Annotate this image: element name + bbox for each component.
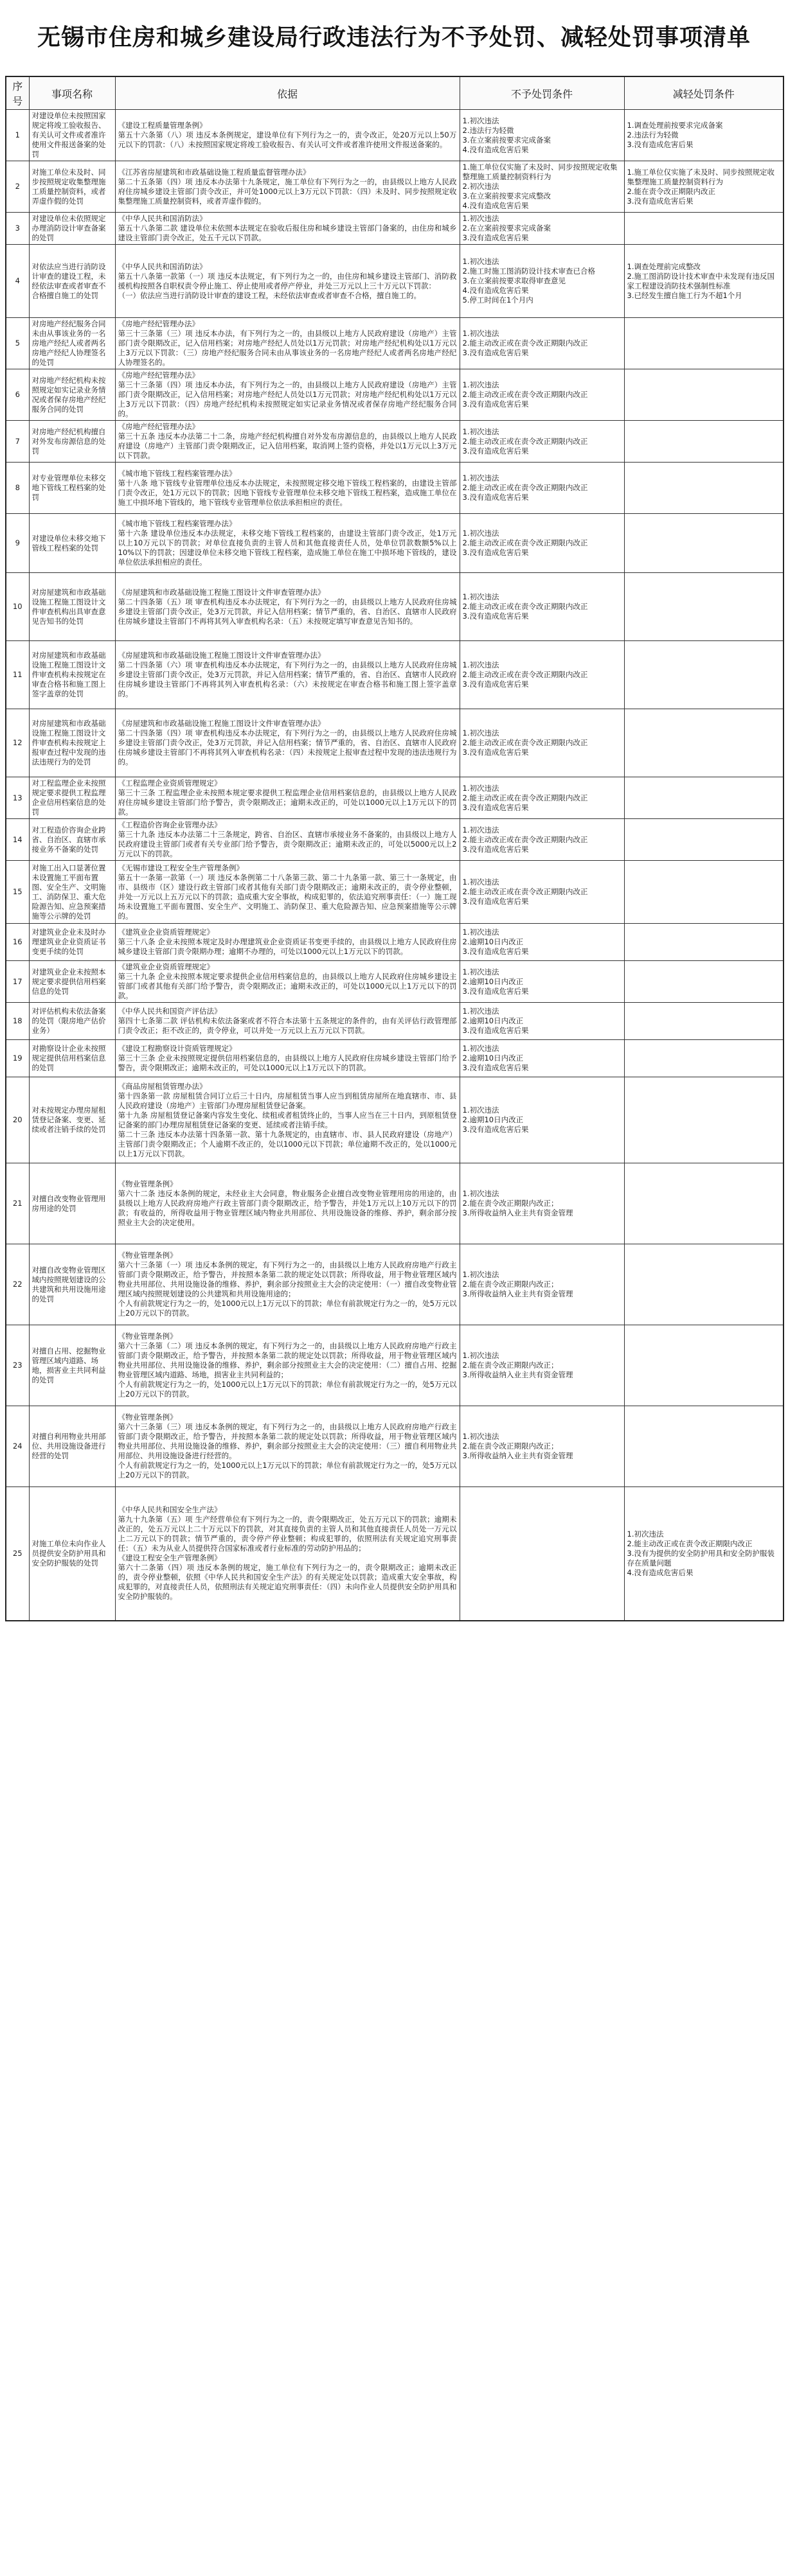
- light-penalty-conditions: [624, 1003, 784, 1040]
- column-header-no-penalty: 不予处罚条件: [460, 76, 624, 110]
- no-penalty-conditions: [460, 1487, 624, 1621]
- table-row: [6, 777, 784, 819]
- legal-basis-paragraph: 第五十六条第（八）项 违反本条例规定，建设单位有下列行为之一的，责令改正，处20万元以上50万元以下的罚款：（八）未按照国家规定将竣工验收报告、有关认可文件或者准许使用文件报送备案的。: [118, 130, 457, 149]
- legal-basis-paragraph: 第二十四条第（六）项 审查机构违反本办法规定，有下列行为之一的，由县级以上地方人民政府住房城乡建设主管部门责令改正，处3万元罚款，并记入信用档案；情节严重的，省、自治区、直辖市人民政府住房城乡建设主管部门不再将其列入审查机构名录：（六）未按规定在审查合格书和施工图上签字盖章的。: [118, 660, 457, 698]
- row-number: 15: [6, 861, 29, 924]
- light-penalty-conditions: 1.调查处理前按要求完成备案 2.违法行为轻微 3.没有造成危害后果: [624, 110, 784, 161]
- light-penalty-conditions: [624, 777, 784, 819]
- table-row: [6, 421, 784, 463]
- row-number: 22: [6, 1244, 29, 1325]
- legal-basis: [115, 421, 460, 463]
- item-name: 对擅自占用、挖掘物业管理区域内道路、场地，损害业主共同利益的处罚: [29, 1325, 115, 1406]
- row-number: 9: [6, 514, 29, 573]
- table-row: [6, 1163, 784, 1244]
- no-penalty-conditions: 1.初次违法 2.违法行为轻微 3.在立案前按要求完成备案 4.没有造成危害后果: [460, 110, 624, 161]
- light-penalty-conditions: [624, 421, 784, 463]
- legal-basis-paragraph: 《中华人民共和国安全生产法》: [118, 1505, 222, 1515]
- item-name: 对建筑业企业未按照本规定要求提供信用档案信息的处罚: [29, 961, 115, 1003]
- legal-basis: [115, 514, 460, 573]
- legal-basis-paragraph: 第三十九条 违反本办法第二十三条规定，跨省、自治区、直辖市承接业务不备案的，由县级以上地方人民政府建设主管部门或者有关专业部门给予警告，责令限期改正；逾期未改正的，可处以5000元以上2万元以下的罚款。: [118, 830, 457, 858]
- no-penalty-conditions: 1.初次违法 2.能主动改正或在责令改正期限内改正 3.没有造成危害后果: [460, 369, 624, 421]
- row-number: 7: [6, 421, 29, 463]
- light-penalty-conditions: [624, 463, 784, 514]
- row-number: 21: [6, 1163, 29, 1244]
- row-number: 11: [6, 641, 29, 709]
- table-row: [6, 110, 784, 161]
- item-name: 对擅自改变物业管理用房用途的处罚: [29, 1163, 115, 1244]
- light-penalty-conditions: [624, 369, 784, 421]
- legal-basis-paragraph: 《建筑业企业资质管理规定》: [118, 962, 214, 971]
- light-penalty-conditions: [624, 1040, 784, 1077]
- legal-basis-paragraph: 第九十九条第（五）项 生产经营单位有下列行为之一的，责令限期改正，处五万元以下的罚款；逾期未改正的，处五万元以上二十万元以下的罚款，对其直接负责的主管人员和其他直接责任人员处一万元以上二万元以下的罚款；情节严重的，责令停产停业整顿；构成犯罪的，依照刑法有关规定追究刑事责任：（五）未为从业人员提供符合国家标准或者行业标准的劳动防护用品的；: [118, 1515, 457, 1553]
- table-body: [6, 110, 784, 1621]
- light-penalty-conditions: [624, 514, 784, 573]
- legal-basis-paragraph: 第六十三条第（三）项 违反本条例的规定，有下列行为之一的，由县级以上地方人民政府房地产行政主管部门责令限期改正，给予警告，并按照本条第二款的规定处以罚款；所得收益，用于物业管理区域内物业共用部位、共用设施设备的维修、养护，剩余部分按照业主大会的决定使用：（三）擅自利用物业共用部位、共用设施设备进行经营的。: [118, 1422, 457, 1460]
- legal-basis-paragraph: 个人有前款规定行为之一的，处1000元以上1万元以下的罚款；单位有前款规定行为之一的，处5万元以上20万元以下的罚款。: [118, 1461, 457, 1479]
- legal-basis-paragraph: 第三十三条第（三）项 违反本办法，有下列行为之一的，由县级以上地方人民政府建设（房地产）主管部门责令限期改正，记入信用档案；对房地产经纪人员处以1万元罚款；对房地产经纪机构处以1万元以上3万元以下罚款：（三）房地产经纪服务合同未由从事该业务的一名房地产经纪人或者两名房地产经纪人协理签名的。: [118, 329, 457, 367]
- row-number: 24: [6, 1406, 29, 1487]
- legal-basis-paragraph: 个人有前款规定行为之一的，处1000元以上1万元以下的罚款；单位有前款规定行为之一的，处5万元以上20万元以下的罚款。: [118, 1380, 457, 1398]
- table-row: [6, 1325, 784, 1406]
- legal-basis: [115, 1163, 460, 1244]
- legal-basis-paragraph: 《建设工程质量管理条例》: [118, 121, 207, 130]
- legal-basis: [115, 709, 460, 777]
- no-penalty-conditions: 1.初次违法 2.能主动改正或在责令改正期限内改正 3.没有造成危害后果: [460, 421, 624, 463]
- legal-basis-paragraph: 第十九条 房屋租赁登记备案内容发生变化、续租或者租赁终止的，当事人应当在三十日内，到原租赁登记备案的部门办理房屋租赁登记备案的变更、延续或者注销手续。: [118, 1110, 457, 1129]
- legal-basis: [115, 1244, 460, 1325]
- table-row: [6, 463, 784, 514]
- table-row: [6, 1244, 784, 1325]
- item-name: 对建设单位未按照国家规定将竣工验收报告、有关认可文件或者准许使用文件报送备案的处罚: [29, 110, 115, 161]
- legal-basis-paragraph: 第五十八条第一款第（一）项 违反本法规定，有下列行为之一的，由住房和城乡建设主管部门、消防救援机构按照各自职权责令停止施工、停止使用或者停产停业，并处三万元以上三十万元以下罚款：: [118, 271, 457, 290]
- item-name: 对施工单位未及时、同步按照规定收集整理施工质量控制资料，或者弄虚作假的处罚: [29, 161, 115, 213]
- legal-basis: [115, 110, 460, 161]
- no-penalty-conditions: 1.初次违法 2.在立案前按要求完成备案 3.没有造成危害后果: [460, 213, 624, 245]
- legal-basis-paragraph: 第二十四条第（四）项 审查机构违反本办法规定，有下列行为之一的，由县级以上地方人民政府住房城乡建设主管部门责令改正，处3万元罚款，并记入信用档案；情节严重的，省、自治区、直辖市人民政府住房城乡建设主管部门不再将其列入审查机构名录：（四）未按规定上报审查过程中发现的违法违规行为的。: [118, 728, 457, 766]
- legal-basis-paragraph: 第十六条 建设单位违反本办法规定，未移交地下管线工程档案的，由建设主管部门责令改正，处1万元以上10万元以下的罚款；对单位直接负责的主管人员和其他直接责任人员，处单位罚款数额5%以上10%以下的罚款；因建设单位未移交地下管线工程档案，造成施工单位在施工中损坏地下管线的，建设单位依法承担相应的责任。: [118, 529, 457, 567]
- row-number: 3: [6, 213, 29, 245]
- row-number: 25: [6, 1487, 29, 1621]
- no-penalty-conditions: 1.初次违法 2.能在责令改正期限内改正； 3.所得收益纳入业主共有资金管理: [460, 1325, 624, 1406]
- legal-basis: [115, 573, 460, 641]
- row-number: 16: [6, 924, 29, 961]
- legal-basis-paragraph: 第六十二条第（四）项 违反本条例的规定，施工单位有下列行为之一的，责令限期改正；逾期未改正的，责令停业整顿，依照《中华人民共和国安全生产法》的有关规定处以罚款；造成重大安全事故，构成犯罪的，对直接责任人员，依照刑法有关规定追究刑事责任：（四）未向作业人员提供安全防护用具和安全防护服装的。: [118, 1563, 457, 1601]
- legal-basis-paragraph: 《中华人民共和国资产评估法》: [118, 1007, 222, 1016]
- no-penalty-conditions: 1.初次违法 2.能主动改正或在责令改正期限内改正 3.没有造成危害后果: [460, 514, 624, 573]
- no-penalty-conditions: 1.初次违法 2.逾期10日内改正 3.没有造成危害后果: [460, 1003, 624, 1040]
- item-name: 对房地产经纪机构未按照规定如实记录业务情况或者保存房地产经纪服务合同的处罚: [29, 369, 115, 421]
- legal-basis-paragraph: 《房地产经纪管理办法》: [118, 422, 199, 431]
- legal-basis: [115, 245, 460, 318]
- legal-basis: [115, 641, 460, 709]
- light-penalty-conditions: [624, 819, 784, 861]
- table-row: [6, 1406, 784, 1487]
- legal-basis-paragraph: 《中华人民共和国消防法》: [118, 214, 207, 223]
- item-name: 对工程造价咨询企业跨省、自治区、直辖市承接业务不备案的处罚: [29, 819, 115, 861]
- no-penalty-conditions: 1.初次违法 2.逾期10日内改正 3.没有造成危害后果: [460, 924, 624, 961]
- light-penalty-conditions: [624, 861, 784, 924]
- legal-basis: [115, 318, 460, 369]
- legal-basis-paragraph: 第六十二条 违反本条例的规定，未经业主大会同意，物业服务企业擅自改变物业管理用房的用途的，由县级以上地方人民政府房地产行政主管部门责令限期改正，给予警告，并处1万元以上10万元以下的罚款；有收益的，所得收益用于物业管理区域内物业共用部位、共用设施设备的维修、养护，剩余部分按照业主大会的决定使用。: [118, 1189, 457, 1227]
- table-row: [6, 573, 784, 641]
- legal-basis-paragraph: 《工程监理企业资质管理规定》: [118, 779, 222, 788]
- table-row: [6, 245, 784, 318]
- legal-basis: [115, 463, 460, 514]
- table-row: [6, 641, 784, 709]
- row-number: 5: [6, 318, 29, 369]
- no-penalty-conditions: 1.初次违法 2.能主动改正或在责令改正期限内改正 3.没有造成危害后果: [460, 463, 624, 514]
- legal-basis: [115, 1040, 460, 1077]
- table-row: [6, 961, 784, 1003]
- table-row: [6, 1003, 784, 1040]
- no-penalty-conditions: 1.初次违法 2.能主动改正或在责令改正期限内改正 3.没有造成危害后果: [460, 861, 624, 924]
- legal-basis-paragraph: 个人有前款规定行为之一的，处1000元以上1万元以下的罚款；单位有前款规定行为之一的，处5万元以上20万元以下的罚款。: [118, 1299, 457, 1318]
- legal-basis: [115, 1487, 460, 1621]
- row-number: 2: [6, 161, 29, 213]
- no-penalty-conditions: 1.初次违法 2.能在责令改正期限内改正； 3.所得收益纳入业主共有资金管理: [460, 1406, 624, 1487]
- table-row: [6, 709, 784, 777]
- legal-basis-paragraph: 《中华人民共和国消防法》: [118, 261, 207, 271]
- item-name: 对房屋建筑和市政基础设施工程施工图设计文件审查机构未按规定上报审查过程中发现的违法违规行为的处罚: [29, 709, 115, 777]
- legal-basis-paragraph: 《物业管理条例》: [118, 1413, 177, 1422]
- row-number: 14: [6, 819, 29, 861]
- item-name: 对依法应当进行消防设计审查的建设工程，未经依法审查或者审查不合格擅自施工的处罚: [29, 245, 115, 318]
- legal-basis: [115, 1325, 460, 1406]
- table-row: [6, 213, 784, 245]
- legal-basis: [115, 1406, 460, 1487]
- table-row: [6, 514, 784, 573]
- table-row: [6, 924, 784, 961]
- table-row: [6, 1077, 784, 1163]
- legal-basis-paragraph: 《商品房屋租赁管理办法》: [118, 1081, 207, 1091]
- no-penalty-conditions: 1.初次违法 2.能主动改正或在责令改正期限内改正 3.没有造成危害后果: [460, 709, 624, 777]
- row-number: 19: [6, 1040, 29, 1077]
- legal-basis-paragraph: 第五十八条第二款 建设单位未依照本法规定在验收后报住房和城乡建设主管部门备案的，由住房和城乡建设主管部门责令改正，处五千元以下罚款。: [118, 224, 457, 242]
- row-number: 12: [6, 709, 29, 777]
- legal-basis-paragraph: 第三十三条 工程监理企业未按照本规定要求提供工程监理企业信用档案信息的，由县级以上地方人民政府住房城乡建设主管部门给予警告，责令限期改正；逾期未改正的，可处以1000元以上1万元以下的罚款。: [118, 788, 457, 816]
- light-penalty-conditions: [624, 213, 784, 245]
- legal-basis-paragraph: 《物业管理条例》: [118, 1179, 177, 1188]
- legal-basis: [115, 1003, 460, 1040]
- item-name: 对建筑业企业未及时办理建筑业企业资质证书变更手续的处罚: [29, 924, 115, 961]
- light-penalty-conditions: 1.初次违法 2.能主动改正或在责令改正期限内改正 3.没有为提供的安全防护用具和安全防护服装存在质量问题 4.没有造成危害后果: [624, 1487, 784, 1621]
- legal-basis-paragraph: 第三十九条 企业未按照本规定要求提供企业信用档案信息的，由县级以上地方人民政府住房城乡建设主管部门或者其他有关部门给予警告，责令限期改正；逾期未改正的，可处以1000元以上1万元以下的罚款。: [118, 972, 457, 1000]
- legal-basis: [115, 777, 460, 819]
- item-name: 对房屋建筑和市政基础设施工程施工图设计文件审查机构出具审查意见告知书的处罚: [29, 573, 115, 641]
- table-header-row: [6, 76, 784, 110]
- no-penalty-conditions: 1.施工单位仅实施了未及时、同步按照规定收集整理施工质量控制资料行为 2.初次违法 3.在立案前按要求完成整改 4.没有造成危害后果: [460, 161, 624, 213]
- legal-basis-paragraph: 《建设工程勘察设计资质管理规定》: [118, 1044, 237, 1053]
- no-penalty-conditions: 1.初次违法 2.能主动改正或在责令改正期限内改正 3.没有造成危害后果: [460, 573, 624, 641]
- item-name: 对施工单位未向作业人员提供安全防护用具和安全防护服装的处罚: [29, 1487, 115, 1621]
- legal-basis-paragraph: 第二十三条 违反本办法第十四条第一款、第十九条规定的，由直辖市、市、县人民政府建设（房地产）主管部门责令限期改正；个人逾期不改正的，处以1000元以下罚款；单位逾期不改正的，处以1000元以上1万元以下罚款。: [118, 1129, 457, 1158]
- legal-basis-paragraph: 第六十三条第（一）项 违反本条例的规定，有下列行为之一的，由县级以上地方人民政府房地产行政主管部门责令限期改正，给予警告，并按照本条第二款的规定处以罚款；所得收益，用于物业管理区域内物业共用部位、共用设施设备的维修、养护，剩余部分按照业主大会的决定使用：（一）擅自改变物业管理区域内按照规划建设的公共建筑和共用设施用途的；: [118, 1260, 457, 1298]
- row-number: 4: [6, 245, 29, 318]
- legal-basis: [115, 213, 460, 245]
- column-header-name: 事项名称: [29, 76, 115, 110]
- legal-basis-paragraph: （一）依法应当进行消防设计审查的建设工程，未经依法审查或者审查不合格，擅自施工的。: [118, 290, 421, 300]
- row-number: 20: [6, 1077, 29, 1163]
- column-header-no: 序号: [6, 76, 29, 110]
- legal-basis-paragraph: 《工程造价咨询企业管理办法》: [118, 820, 222, 829]
- light-penalty-conditions: [624, 1077, 784, 1163]
- item-name: 对擅自改变物业管理区域内按照规划建设的公共建筑和共用设施用途的处罚: [29, 1244, 115, 1325]
- legal-basis-paragraph: 《房屋建筑和市政基础设施工程施工图设计文件审查管理办法》: [118, 587, 325, 597]
- item-name: 对建设单位未移交地下管线工程档案的处罚: [29, 514, 115, 573]
- row-number: 6: [6, 369, 29, 421]
- legal-basis: [115, 161, 460, 213]
- legal-basis: [115, 961, 460, 1003]
- item-name: 对未按规定办理房屋租赁登记备案、变更、延续或者注销手续的处罚: [29, 1077, 115, 1163]
- legal-basis-paragraph: 第二十五条第（四）项 违反本办法第十九条规定，施工单位有下列行为之一的，由县级以上地方人民政府住房城乡建设主管部门责令改正，并可处1000元以上3万元以下罚款：（四）未及时、同步按照规定收集整理施工质量控制资料，或者弄虚作假的。: [118, 177, 457, 206]
- legal-basis-paragraph: 第十八条 地下管线专业管理单位违反本办法规定，未按照规定移交地下管线工程档案的，由建设主管部门责令改正，处1万元以下的罚款；因地下管线专业管理单位未移交地下管线工程档案，造成施工单位在施工中损坏地下管线的，地下管线专业管理单位依法承担相应的责任。: [118, 478, 457, 507]
- no-penalty-conditions: 1.初次违法 2.逾期10日内改正 3.没有造成危害后果: [460, 1077, 624, 1163]
- legal-basis-paragraph: 第四十七条第二款 评估机构未依法备案或者不符合本法第十五条规定的条件的，由有关评估行政管理部门责令改正；拒不改正的，责令停业，可以并处一万元以上五万元以下罚款。: [118, 1016, 457, 1035]
- legal-basis-paragraph: 《建筑业企业资质管理规定》: [118, 928, 214, 937]
- penalty-list-table: [5, 76, 784, 1621]
- table-row: [6, 861, 784, 924]
- column-header-basis: 依据: [115, 76, 460, 110]
- light-penalty-conditions: [624, 641, 784, 709]
- no-penalty-conditions: 1.初次违法 2.逾期10日内改正 3.没有造成危害后果: [460, 961, 624, 1003]
- item-name: 对建设单位未依照规定办理消防设计审查备案的处罚: [29, 213, 115, 245]
- light-penalty-conditions: [624, 1406, 784, 1487]
- legal-basis-paragraph: 第五十一条第一款第（一）项 违反本条例第二十八条第三款、第二十九条第一款、第三十一条规定，由市、县级市（区）建设行政主管部门或者其他有关部门责令限期改正；逾期未改正的，责令停业整顿，并处一万元以上五万元以下的罚款；造成重大安全事故，构成犯罪的，依法追究刑事责任：（一）施工现场未设置施工平面布置图、安全生产、文明施工、消防保卫、重大危险源告知、应急预案措施等公示牌的。: [118, 872, 457, 921]
- legal-basis: [115, 369, 460, 421]
- row-number: 23: [6, 1325, 29, 1406]
- legal-basis-paragraph: 《房屋建筑和市政基础设施工程施工图设计文件审查管理办法》: [118, 651, 325, 660]
- legal-basis: [115, 924, 460, 961]
- table-row: [6, 819, 784, 861]
- legal-basis: [115, 819, 460, 861]
- legal-basis-paragraph: 《城市地下管线工程档案管理办法》: [118, 468, 237, 478]
- legal-basis: [115, 1077, 460, 1163]
- no-penalty-conditions: 1.初次违法 2.逾期10日内改正 3.没有造成危害后果: [460, 1040, 624, 1077]
- table-row: [6, 1040, 784, 1077]
- legal-basis-paragraph: 《无锡市建设工程安全生产管理条例》: [118, 863, 244, 872]
- table-row: [6, 318, 784, 369]
- item-name: 对房地产经纪机构擅自对外发布房源信息的处罚: [29, 421, 115, 463]
- no-penalty-conditions: 1.初次违法 2.能主动改正或在责令改正期限内改正 3.没有造成危害后果: [460, 819, 624, 861]
- no-penalty-conditions: 1.初次违法 2.能主动改正或在责令改正期限内改正 3.没有造成危害后果: [460, 641, 624, 709]
- legal-basis-paragraph: 第二十四条第（五）项 审查机构违反本办法规定，有下列行为之一的，由县级以上地方人民政府住房城乡建设主管部门责令改正，处3万元罚款，并记入信用档案；情节严重的，省、自治区、直辖市人民政府住房城乡建设主管部门不再将其列入审查机构名录：（五）未按规定填写审查意见告知书的。: [118, 597, 457, 626]
- no-penalty-conditions: 1.初次违法 2.施工时施工图消防设计技术审查已合格 3.在立案前按要求取得审查意见 4.没有造成危害后果 5.停工时间在1个月内: [460, 245, 624, 318]
- legal-basis-paragraph: 《建设工程安全生产管理条例》: [118, 1553, 222, 1563]
- document-title: 无锡市住房和城乡建设局行政违法行为不予处罚、减轻处罚事项清单: [37, 24, 751, 51]
- row-number: 1: [6, 110, 29, 161]
- legal-basis-paragraph: 第六十三条第（二）项 违反本条例的规定，有下列行为之一的，由县级以上地方人民政府房地产行政主管部门责令限期改正，给予警告，并按照本条第二款的规定处以罚款；所得收益，用于物业管理区域内物业共用部位、共用设施设备的维修、养护，剩余部分按照业主大会的决定使用：（二）擅自占用、挖掘物业管理区域内道路、场地，损害业主共同利益的；: [118, 1341, 457, 1379]
- table-row: [6, 369, 784, 421]
- light-penalty-conditions: [624, 709, 784, 777]
- light-penalty-conditions: 1.施工单位仅实施了未及时、同步按照规定收集整理施工质量控制资料行为 2.能在责令改正期限内改正 3.没有造成危害后果: [624, 161, 784, 213]
- legal-basis-paragraph: 第三十五条 违反本办法第二十二条，房地产经纪机构擅自对外发布房源信息的，由县级以上地方人民政府建设（房地产）主管部门责令限期改正，记入信用档案，取消网上签约资格，并处以1万元以上3万元以下罚款。: [118, 432, 457, 460]
- legal-basis-paragraph: 《城市地下管线工程档案管理办法》: [118, 519, 237, 528]
- light-penalty-conditions: [624, 318, 784, 369]
- legal-basis-paragraph: 第三十三条 企业未按照规定提供信用档案信息的，由县级以上地方人民政府住房城乡建设主管部门给予警告，责令限期改正；逾期未改正的，可处以1000元以上1万元以下的罚款。: [118, 1054, 457, 1072]
- legal-basis: [115, 861, 460, 924]
- table-row: [6, 161, 784, 213]
- item-name: 对房屋建筑和市政基础设施工程施工图设计文件审查机构未按规定在审查合格书和施工图上签字盖章的处罚: [29, 641, 115, 709]
- legal-basis-paragraph: 第十四条第一款 房屋租赁合同订立后三十日内，房屋租赁当事人应当到租赁房屋所在地直辖市、市、县人民政府建设（房地产）主管部门办理房屋租赁登记备案。: [118, 1091, 457, 1110]
- no-penalty-conditions: 1.初次违法 2.能主动改正或在责令改正期限内改正 3.没有造成危害后果: [460, 777, 624, 819]
- no-penalty-conditions: 1.初次违法 2.能在责令改正期限内改正； 3.所得收益纳入业主共有资金管理: [460, 1244, 624, 1325]
- item-name: 对专业管理单位未移交地下管线工程档案的处罚: [29, 463, 115, 514]
- legal-basis-paragraph: 《物业管理条例》: [118, 1332, 177, 1341]
- row-number: 18: [6, 1003, 29, 1040]
- legal-basis-paragraph: 第三十三条第（四）项 违反本办法，有下列行为之一的，由县级以上地方人民政府建设（房地产）主管部门责令限期改正，记入信用档案；对房地产经纪人员处以1万元罚款；对房地产经纪机构处以1万元以上3万元以下罚款：（四）房地产经纪机构未按照规定如实记录业务情况或者保存房地产经纪服务合同的。: [118, 380, 457, 418]
- column-header-light-penalty: 减轻处罚条件: [624, 76, 784, 110]
- legal-basis-paragraph: 《江苏省房屋建筑和市政基础设施工程质量监督管理办法》: [118, 167, 310, 177]
- legal-basis-paragraph: 《房屋建筑和市政基础设施工程施工图设计文件审查管理办法》: [118, 719, 325, 728]
- legal-basis-paragraph: 《房地产经纪管理办法》: [118, 319, 199, 328]
- table-row: [6, 1487, 784, 1621]
- item-name: 对工程监理企业未按照规定要求提供工程监理企业信用档案信息的处罚: [29, 777, 115, 819]
- light-penalty-conditions: [624, 1163, 784, 1244]
- item-name: 对擅自利用物业共用部位、共用设施设备进行经营的处罚: [29, 1406, 115, 1487]
- light-penalty-conditions: [624, 961, 784, 1003]
- item-name: 对房地产经纪服务合同未由从事该业务的一名房地产经纪人或者两名房地产经纪人协理签名的处罚: [29, 318, 115, 369]
- legal-basis-paragraph: 第三十八条 企业未按照本规定及时办理建筑业企业资质证书变更手续的，由县级以上地方人民政府住房城乡建设主管部门责令限期办理；逾期不办理的，可处以1000元以上1万元以下的罚款。: [118, 937, 457, 956]
- row-number: 8: [6, 463, 29, 514]
- row-number: 17: [6, 961, 29, 1003]
- light-penalty-conditions: 1.调查处理前完成整改 2.施工图消防设计技术审查中未发现有违反国家工程建设消防技术强制性标准 3.已经发生擅自施工行为不超1个月: [624, 245, 784, 318]
- legal-basis-paragraph: 《物业管理条例》: [118, 1251, 177, 1260]
- legal-basis-paragraph: 《房地产经纪管理办法》: [118, 371, 199, 380]
- light-penalty-conditions: [624, 1325, 784, 1406]
- row-number: 13: [6, 777, 29, 819]
- no-penalty-conditions: 1.初次违法 2.能在责令改正期限内改正； 3.所得收益纳入业主共有资金管理: [460, 1163, 624, 1244]
- item-name: 对勘察设计企业未按照规定提供信用档案信息的处罚: [29, 1040, 115, 1077]
- light-penalty-conditions: [624, 1244, 784, 1325]
- light-penalty-conditions: [624, 924, 784, 961]
- item-name: 对评估机构未依法备案的处罚（限房地产估价业务）: [29, 1003, 115, 1040]
- item-name: 对施工出入口显著位置未设置施工平面布置图、安全生产、文明施工、消防保卫、重大危险源告知、应急预案措施等公示牌的处罚: [29, 861, 115, 924]
- row-number: 10: [6, 573, 29, 641]
- no-penalty-conditions: 1.初次违法 2.能主动改正或在责令改正期限内改正 3.没有造成危害后果: [460, 318, 624, 369]
- light-penalty-conditions: [624, 573, 784, 641]
